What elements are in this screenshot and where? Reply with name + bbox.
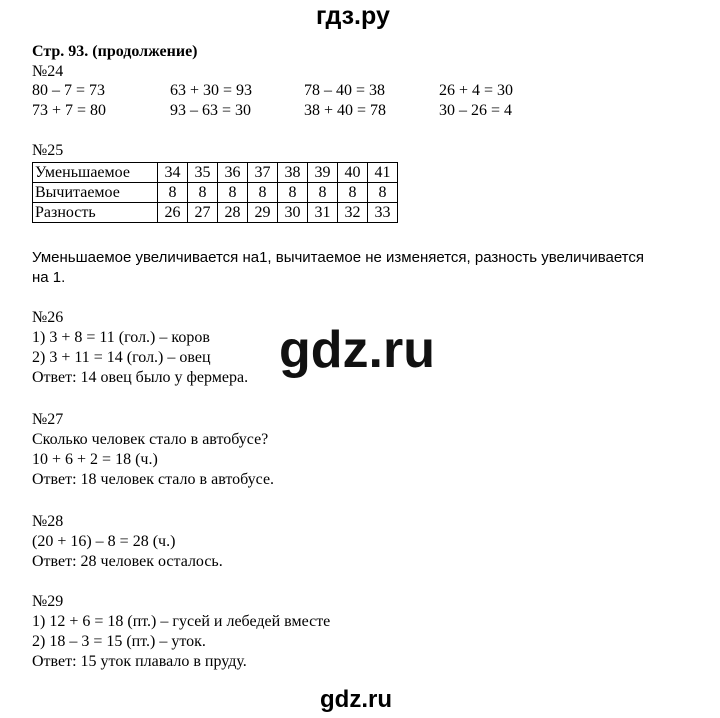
site-footer: gdz.ru <box>320 686 392 713</box>
task25-table <box>32 162 398 223</box>
task24-row2 <box>32 101 569 121</box>
table-cell: 36 <box>218 163 248 183</box>
table-cell: 33 <box>368 203 398 223</box>
task25-conclusion-line2: на 1. <box>32 269 66 286</box>
task25-label: №25 <box>32 142 64 159</box>
task27-label: №27 <box>32 411 64 428</box>
table-row <box>33 163 398 183</box>
table-cell: 29 <box>248 203 278 223</box>
table-cell: 40 <box>338 163 368 183</box>
row-label: Разность <box>33 203 158 223</box>
equation: 80 – 7 = 73 <box>32 82 106 99</box>
table-cell: 37 <box>248 163 278 183</box>
equation: 93 – 63 = 30 <box>170 102 252 119</box>
site-header: гдз.ру <box>316 2 390 30</box>
task29-answer: Ответ: 15 уток плавало в пруду. <box>32 653 247 670</box>
task25-conclusion-line1: Уменьшаемое увеличивается на1, вычитаемое не изменяется, разность увеличивается <box>32 249 645 266</box>
table-cell: 8 <box>248 183 278 203</box>
table-cell: 28 <box>218 203 248 223</box>
equation: 26 + 4 = 30 <box>439 82 514 99</box>
table-cell: 34 <box>158 163 188 183</box>
table-cell: 8 <box>218 183 248 203</box>
task26-label: №26 <box>32 309 64 326</box>
row-label: Уменьшаемое <box>33 163 158 183</box>
task29-line1: 1) 12 + 6 = 18 (пт.) – гусей и лебедей вместе <box>32 613 331 630</box>
task28-label: №28 <box>32 513 64 530</box>
equation: 73 + 7 = 80 <box>32 102 107 119</box>
table-cell: 39 <box>308 163 338 183</box>
table-cell: 35 <box>188 163 218 183</box>
table-cell: 8 <box>188 183 218 203</box>
equation: 63 + 30 = 93 <box>170 82 253 99</box>
page-title: Стр. 93. (продолжение) <box>32 43 198 60</box>
table-cell: 26 <box>158 203 188 223</box>
table-cell: 41 <box>368 163 398 183</box>
table-cell: 32 <box>338 203 368 223</box>
table-row <box>33 203 398 223</box>
row-label: Вычитаемое <box>33 183 158 203</box>
task26-line1: 1) 3 + 8 = 11 (гол.) – коров <box>32 329 210 346</box>
task27-line1: 10 + 6 + 2 = 18 (ч.) <box>32 451 158 468</box>
table-cell: 8 <box>158 183 188 203</box>
table-cell: 8 <box>278 183 308 203</box>
task28-answer: Ответ: 28 человек осталось. <box>32 553 223 570</box>
task26-answer: Ответ: 14 овец было у фермера. <box>32 369 249 386</box>
table-cell: 8 <box>368 183 398 203</box>
table-cell: 27 <box>188 203 218 223</box>
table-cell: 38 <box>278 163 308 183</box>
table-cell: 31 <box>308 203 338 223</box>
task27-question: Сколько человек стало в автобусе? <box>32 431 269 448</box>
task28-line1: (20 + 16) – 8 = 28 (ч.) <box>32 533 176 550</box>
equation: 30 – 26 = 4 <box>439 102 513 119</box>
watermark: gdz.ru <box>279 321 435 379</box>
equation: 78 – 40 = 38 <box>304 82 386 99</box>
table-cell: 8 <box>308 183 338 203</box>
table-cell: 8 <box>338 183 368 203</box>
table-row <box>33 183 398 203</box>
task26-line2: 2) 3 + 11 = 14 (гол.) – овец <box>32 349 211 366</box>
task27-answer: Ответ: 18 человек стало в автобусе. <box>32 471 275 488</box>
task29-label: №29 <box>32 593 64 610</box>
task29-line2: 2) 18 – 3 = 15 (пт.) – уток. <box>32 633 206 650</box>
equation: 38 + 40 = 78 <box>304 102 387 119</box>
task24-label: №24 <box>32 63 64 80</box>
table-cell: 30 <box>278 203 308 223</box>
task24-row1 <box>32 81 569 101</box>
